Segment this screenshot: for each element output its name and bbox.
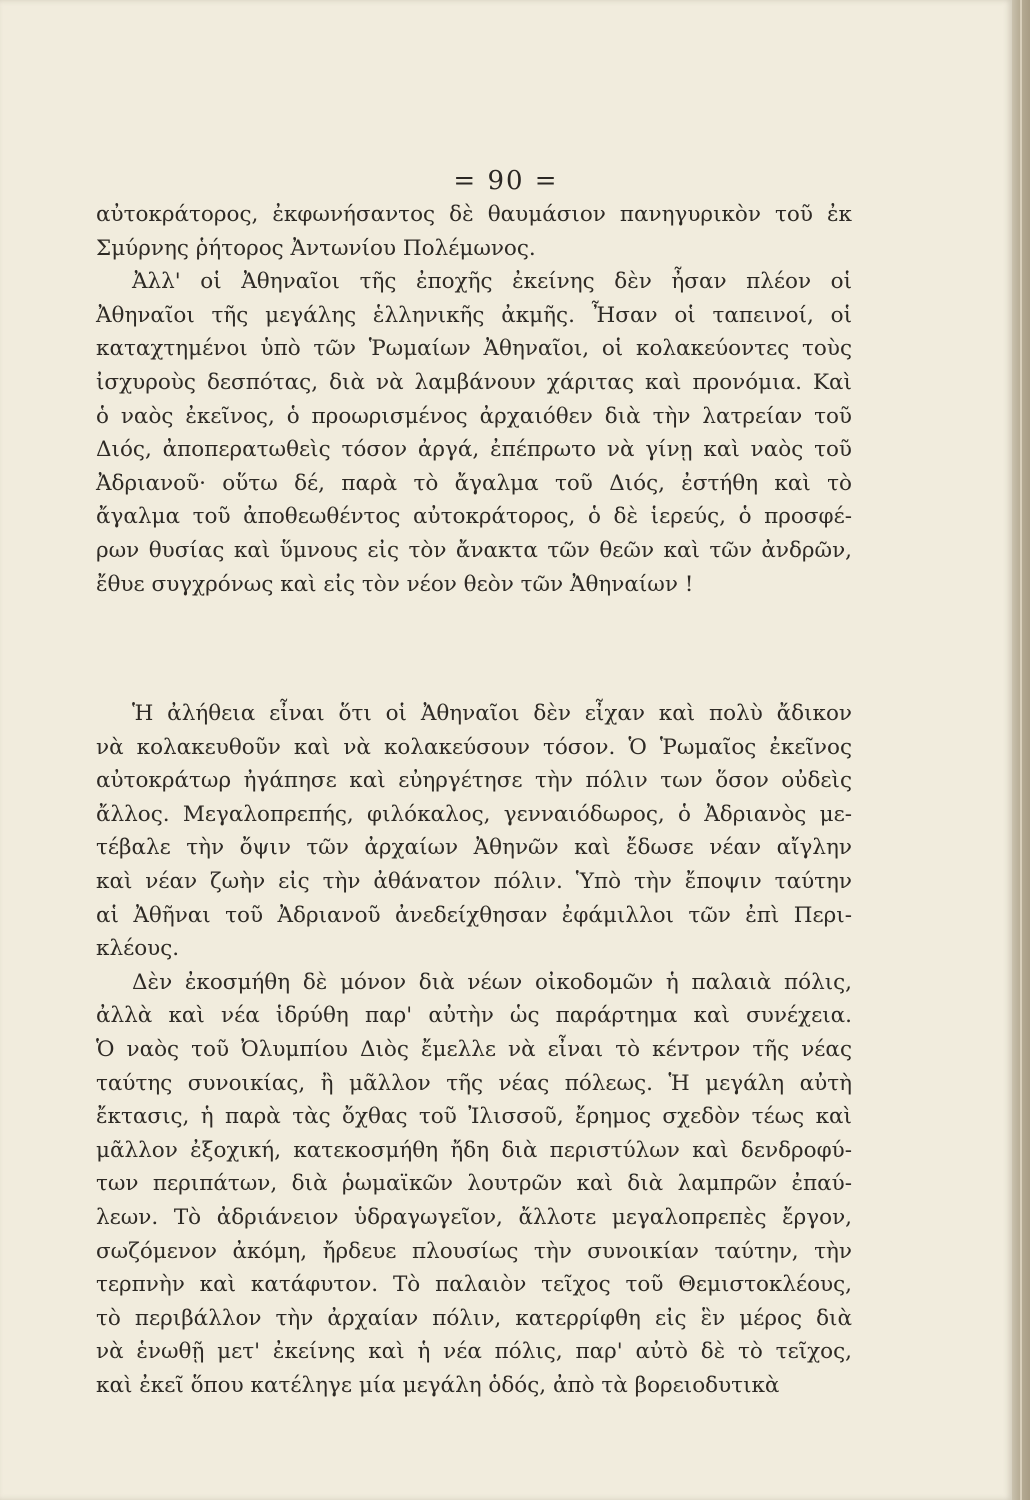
text-line: ἔθυε συγχρόνως καὶ εἰς τὸν νέον θεὸν τῶν Ἀθηναίων ! — [96, 571, 694, 597]
paragraph — [96, 697, 852, 966]
text-line: νὰ κολακευθοῦν καὶ νὰ κολακεύσουν τόσον. Ὁ Ῥωμαῖος ἐκεῖνος — [96, 734, 852, 760]
paragraph — [96, 966, 852, 1403]
text-line: των περιπάτων, διὰ ῥωμαϊκῶν λουτρῶν καὶ διὰ λαμπρῶν ἐπαύ- — [96, 1171, 852, 1197]
text-line: ἔκτασις, ἡ παρὰ τὰς ὄχθας τοῦ Ἰλισσοῦ, ἔρημος σχεδὸν τέως καὶ — [96, 1104, 852, 1130]
text-line: Σμύρνης ῥήτορος Ἀντωνίου Πολέμωνος. — [96, 235, 536, 261]
text-line: Διός, ἀποπερατωθεὶς τόσον ἀργά, ἐπέπρωτο νὰ γίνῃ καὶ ναὸς τοῦ — [96, 437, 852, 463]
text-line: μᾶλλον ἐξοχική, κατεκοσμήθη ἤδη διὰ περιστύλων καὶ δενδροφύ- — [96, 1137, 852, 1163]
text-line: ἀλλὰ καὶ νέα ἱδρύθη παρ' αὐτὴν ὡς παράρτημα καὶ συνέχεια. — [96, 1003, 852, 1029]
text-line: αὐτοκράτορος, ἐκφωνήσαντος δὲ θαυμάσιον πανηγυρικὸν τοῦ ἐκ — [96, 202, 852, 227]
paragraph — [96, 265, 852, 601]
text-line: καταχτημένοι ὑπὸ τῶν Ῥωμαίων Ἀθηναῖοι, οἱ κολακεύοντες τοὺς — [96, 336, 852, 362]
text-line: ἰσχυροὺς δεσπότας, διὰ νὰ λαμβάνουν χάριτας καὶ προνόμια. Καὶ — [96, 369, 852, 395]
text-line: νὰ ἑνωθῇ μετ' ἐκείνης καὶ ἡ νέα πόλις, παρ' αὐτὸ δὲ τὸ τεῖχος, — [96, 1339, 852, 1365]
text-line: λεων. Τὸ ἀδριάνειον ὑδραγωγεῖον, ἄλλοτε μεγαλοπρεπὲς ἔργον, — [96, 1204, 852, 1230]
text-line: Ἀθηναῖοι τῆς μεγάλης ἑλληνικῆς ἀκμῆς. Ἦσαν οἱ ταπεινοί, οἱ — [96, 302, 852, 328]
text-line: καὶ νέαν ζωὴν εἰς τὴν ἀθάνατον πόλιν. Ὑπὸ τὴν ἔποψιν ταύτην — [96, 868, 852, 894]
text-line: Ἡ ἀλήθεια εἶναι ὅτι οἱ Ἀθηναῖοι δὲν εἶχαν καὶ πολὺ ἄδικον — [132, 701, 852, 726]
text-line: αὐτοκράτωρ ἠγάπησε καὶ εὐηργέτησε τὴν πόλιν των ὅσον οὐδεὶς — [96, 768, 852, 794]
text-line: ὁ ναὸς ἐκεῖνος, ὁ προωρισμένος ἀρχαιόθεν διὰ τὴν λατρείαν τοῦ — [96, 403, 852, 429]
text-line: ἄγαλμα τοῦ ἀποθεωθέντος αὐτοκράτορος, ὁ δὲ ἱερεύς, ὁ προσφέ- — [96, 504, 852, 530]
text-line: ταύτης συνοικίας, ἢ μᾶλλον τῆς νέας πόλεως. Ἡ μεγάλη αὐτὴ — [96, 1070, 852, 1096]
text-line: καὶ ἐκεῖ ὅπου κατέληγε μία μεγάλη ὁδός, ἀπὸ τὰ βορειοδυτικὰ — [96, 1372, 780, 1398]
text-line: σωζόμενον ἀκόμη, ἤρδευε πλουσίως τὴν συνοικίαν ταύτην, τὴν — [96, 1238, 852, 1264]
text-line: κλέους. — [96, 936, 180, 962]
text-line: Ἀδριανοῦ· οὕτω δέ, παρὰ τὸ ἄγαλμα τοῦ Διός, ἐστήθη καὶ τὸ — [96, 470, 852, 496]
text-line: Δὲν ἐκοσμήθη δὲ μόνον διὰ νέων οἰκοδομῶν ἡ παλαιὰ πόλις, — [132, 969, 852, 995]
text-line: τερπνὴν καὶ κατάφυτον. Τὸ παλαιὸν τεῖχος τοῦ Θεμιστοκλέους, — [96, 1272, 852, 1298]
text-line: Ὁ ναὸς τοῦ Ὀλυμπίου Διὸς ἔμελλε νὰ εἶναι τὸ κέντρον τῆς νέας — [96, 1036, 852, 1062]
page-number: = 90 = — [453, 166, 559, 196]
text-line: αἱ Ἀθῆναι τοῦ Ἀδριανοῦ ἀνεδείχθησαν ἐφάμιλλοι τῶν ἐπὶ Περι- — [96, 902, 852, 928]
text-block-top — [96, 198, 852, 601]
text-line: τὸ περιβάλλον τὴν ἀρχαίαν πόλιν, κατερρίφθη εἰς ἓν μέρος διὰ — [96, 1305, 852, 1331]
text-line: τέβαλε τὴν ὄψιν τῶν ἀρχαίων Ἀθηνῶν καὶ ἔδωσε νέαν αἴγλην — [96, 835, 852, 861]
paragraph — [96, 198, 852, 265]
page-edge-highlight — [1020, 0, 1022, 1500]
text-block-bottom — [96, 697, 852, 1402]
page-edge — [1012, 0, 1030, 1500]
text-line: ἄλλος. Μεγαλοπρεπής, φιλόκαλος, γενναιόδωρος, ὁ Ἀδριανὸς με- — [96, 801, 852, 827]
text-line: ρων θυσίας καὶ ὕμνους εἰς τὸν ἄνακτα τῶν θεῶν καὶ τῶν ἀνδρῶν, — [96, 537, 852, 563]
text-line: Ἀλλ' οἱ Ἀθηναῖοι τῆς ἐποχῆς ἐκείνης δὲν ἦσαν πλέον οἱ — [132, 269, 852, 295]
